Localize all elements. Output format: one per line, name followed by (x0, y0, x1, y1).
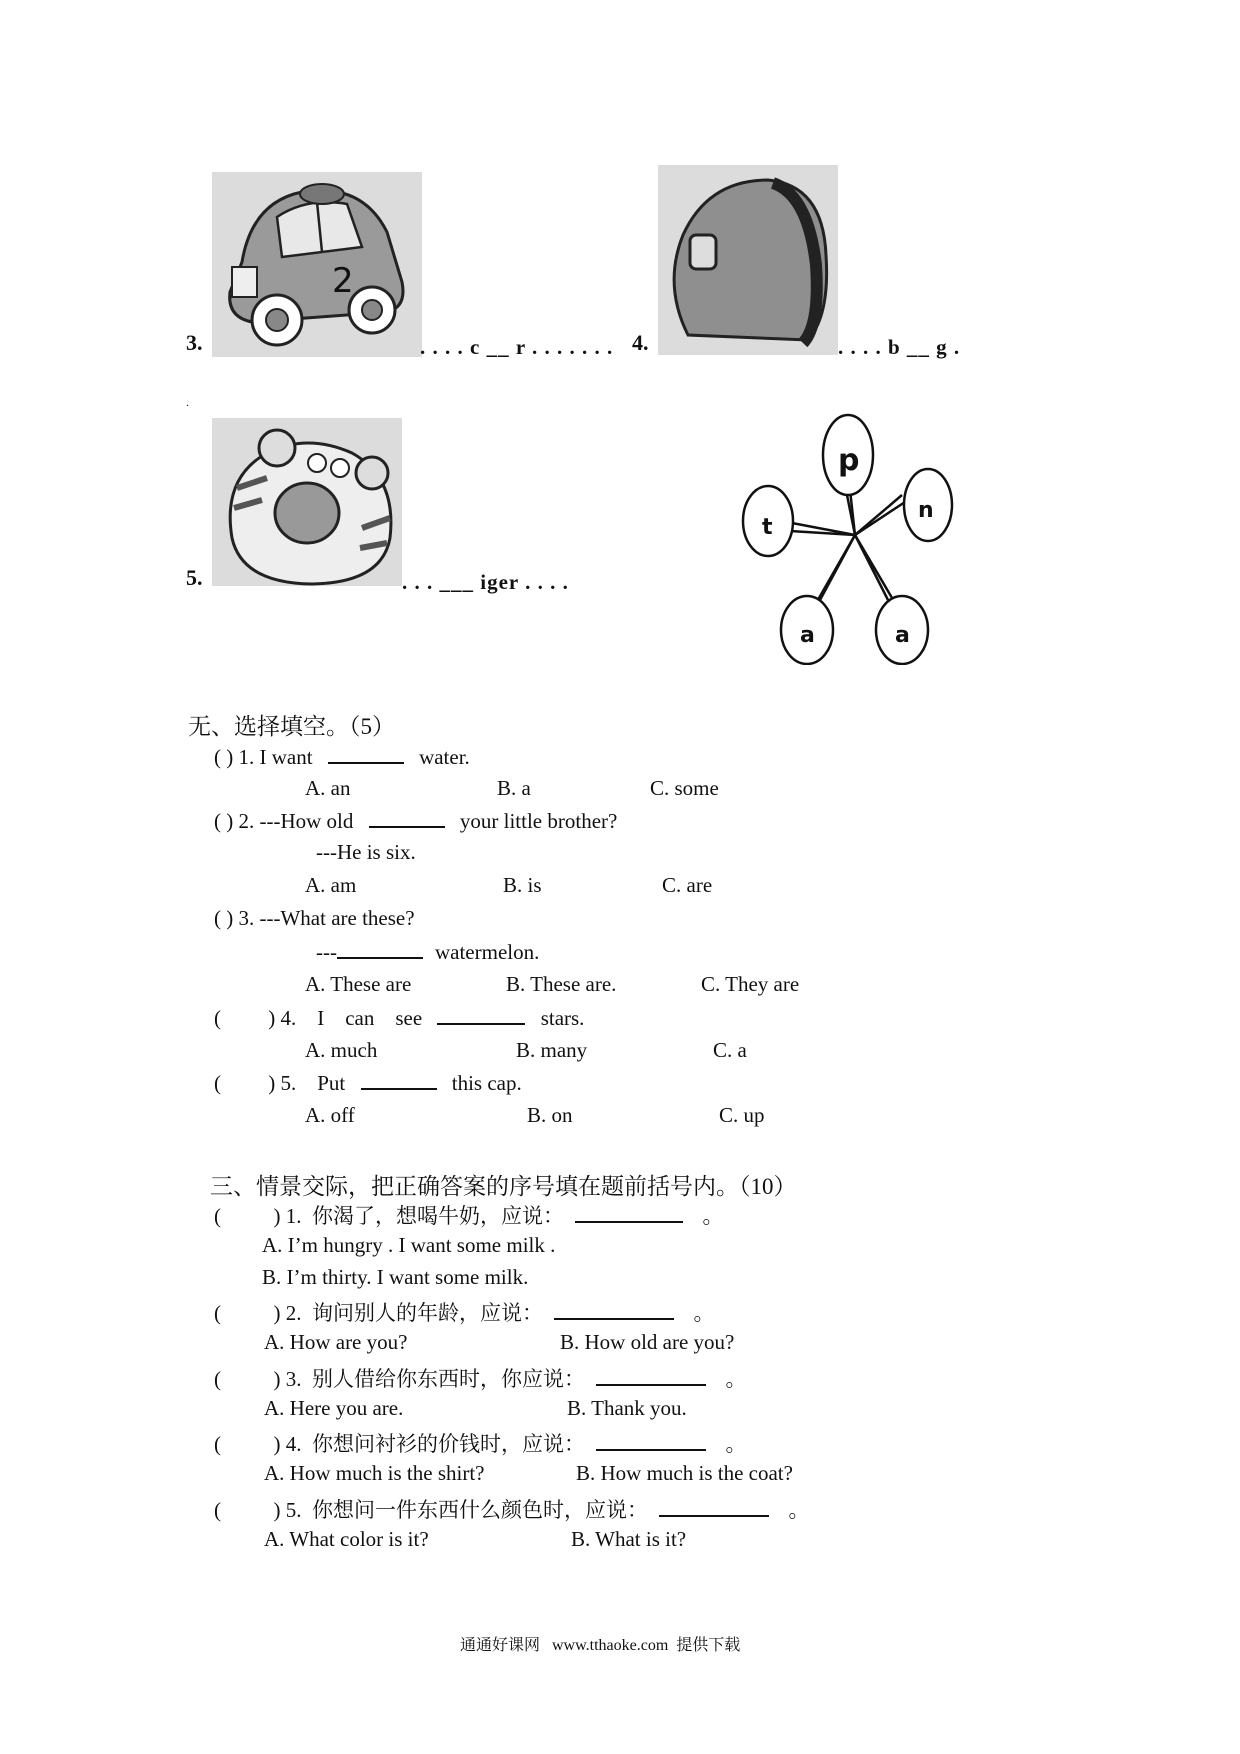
tiger-picture (212, 418, 402, 586)
s2-q4-option-b: B. many (516, 1038, 588, 1062)
car-number: 2 (332, 261, 354, 301)
s3-q3: ( ) 3. 别人借给你东西时，你应说： 。 (214, 1367, 747, 1391)
petal-letter: a (895, 623, 910, 648)
bag-picture (658, 165, 838, 355)
page-footer: 通通好课网 www.tthaoke.com 提供下载 (460, 1637, 741, 1654)
s2-q3-option-b: B. These are. (506, 972, 617, 996)
bag-icon (658, 165, 838, 355)
s2-q1-option-b: B. a (497, 776, 531, 800)
s3-q5-option-b: B. What is it? (571, 1527, 687, 1551)
s2-q2-reply: ---He is six. (316, 840, 416, 864)
item-4-number: 4. (632, 330, 649, 355)
s2-q5-option-c: C. up (719, 1103, 765, 1127)
section2-title: 无、选择填空。（5） (188, 714, 395, 739)
s3-q1-option-b: B. I’m thirty. I want some milk. (262, 1265, 529, 1289)
s2-q1: ( ) 1. I want water. (214, 745, 470, 769)
stray-dot: . (186, 395, 189, 409)
item-5-number: 5. (186, 565, 203, 590)
answer-blank (575, 1203, 683, 1223)
s2-q2-option-c: C. are (662, 873, 713, 897)
s3-q2-option-b: B. How old are you? (560, 1330, 735, 1354)
s3-q1-option-a: A. I’m hungry . I want some milk . (262, 1233, 556, 1257)
s3-q1: ( ) 1. 你渴了，想喝牛奶，应说： 。 (214, 1204, 724, 1228)
s2-q2: ( ) 2. ---How old your little brother? (214, 809, 618, 833)
s3-q3-option-a: A. Here you are. (264, 1396, 404, 1420)
s2-q5-option-b: B. on (527, 1103, 573, 1127)
item-5-fill: . . . ___ iger . . . . (402, 570, 569, 594)
s3-q2-option-a: A. How are you? (264, 1330, 408, 1354)
s3-q5: ( ) 5. 你想问一件东西什么颜色时，应说： 。 (214, 1498, 810, 1522)
s3-q4: ( ) 4. 你想问衬衫的价钱时，应说： 。 (214, 1432, 747, 1456)
s3-q5-option-a: A. What color is it? (264, 1527, 429, 1551)
section3-title: 三、情景交际，把正确答案的序号填在题前括号内。（10） (210, 1174, 797, 1199)
car-picture (212, 172, 422, 357)
s2-q2-option-a: A. am (305, 873, 357, 897)
s3-q2: ( ) 2. 询问别人的年龄，应说： 。 (214, 1301, 715, 1325)
s2-q1-option-c: C. some (650, 776, 719, 800)
car-icon (212, 172, 422, 357)
s3-q4-option-a: A. How much is the shirt? (264, 1461, 485, 1485)
answer-blank (659, 1497, 769, 1517)
answer-blank (361, 1070, 437, 1090)
tiger-icon (212, 418, 402, 586)
s2-q2-option-b: B. is (503, 873, 542, 897)
answer-blank (369, 808, 445, 828)
answer-blank (337, 939, 423, 959)
s2-q3: ( ) 3. ---What are these? (214, 906, 415, 930)
petal-letter: p (838, 443, 860, 478)
s3-q4-option-b: B. How much is the coat? (576, 1461, 793, 1485)
letter-flower-diagram (720, 405, 970, 665)
s2-q3-option-a: A. These are (305, 972, 412, 996)
s2-q4-option-c: C. a (713, 1038, 747, 1062)
answer-blank (596, 1431, 706, 1451)
s3-q3-option-b: B. Thank you. (567, 1396, 687, 1420)
answer-blank (328, 744, 404, 764)
item-3-number: 3. (186, 330, 203, 355)
s2-q4: ( ) 4. I can see stars. (214, 1006, 585, 1030)
s2-q1-option-a: A. an (305, 776, 351, 800)
petal-letter: t (762, 515, 773, 540)
s2-q3-reply: --- watermelon. (316, 940, 540, 964)
petal-letter: a (800, 623, 815, 648)
item-4-fill: . . . . b __ g . (838, 335, 961, 359)
s2-q5: ( ) 5. Put this cap. (214, 1071, 522, 1095)
petal-letter: n (918, 498, 934, 523)
s2-q4-option-a: A. much (305, 1038, 378, 1062)
answer-blank (554, 1300, 674, 1320)
s2-q5-option-a: A. off (305, 1103, 355, 1127)
s2-q3-option-c: C. They are (701, 972, 800, 996)
answer-blank (596, 1366, 706, 1386)
item-3-fill: . . . . c __ r . . . . . . . (420, 335, 614, 359)
answer-blank (437, 1005, 525, 1025)
